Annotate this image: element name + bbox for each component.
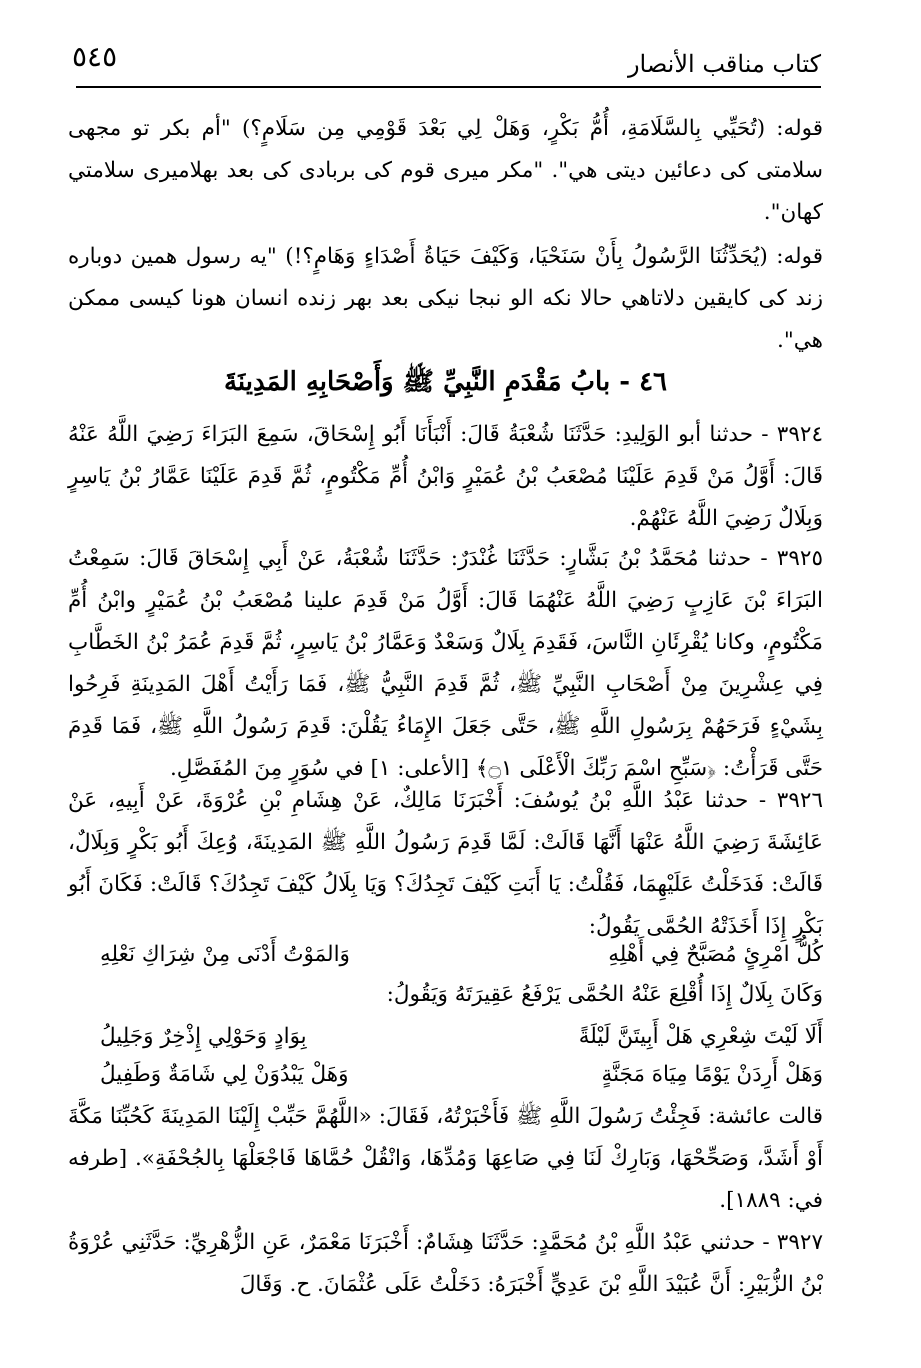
hadith-3927 xyxy=(68,1222,823,1306)
verse-line xyxy=(100,1056,823,1094)
aisha-conclusion xyxy=(68,1096,823,1222)
verse-hemistich-second: وَهَلْ يَبْدُوَنْ لِي شَامَةٌ وَطَفِيلُ xyxy=(100,1062,349,1087)
hadith-3925-text: ٣٩٢٥ - حدثنا مُحَمَّدُ بْنُ بَشَّارٍ: حَدَّثَنَا غُنْدَرٌ: حَدَّثَنَا شُعْبَةُ، عَنْ أَبِي إِسْحَاقَ قَالَ: سَمِعْتُ البَرَاءَ بْنَ عَازِبٍ رَضِيَ اللَّهُ عَنْهُمَا قَالَ: أَوَّلُ مَنْ قَدِمَ علينا مُصْعَبُ بْنُ عُمَيْرٍ وابْنُ أُمِّ مَكْتُومٍ، وكانا يُقْرِئَانِ النَّاسَ، فَقَدِمَ بِلَالٌ وَسَعْدٌ وَعَمَّارُ بْنُ يَاسِرٍ، ثُمَّ قَدِمَ عُمَرُ بْنُ الخَطَّابِ فِي عِشْرِينَ مِنْ أَصْحَابِ النَّبِيِّ ﷺ، ثُمَّ قَدِمَ النَّبِيُّ ﷺ، فَمَا رَأَيْتُ أَهْلَ المَدِينَةِ فَرِحُوا بِشَيْءٍ فَرَحَهُمْ بِرَسُولِ اللَّهِ ﷺ، حَتَّى جَعَلَ الإِمَاءُ يَقُلْنَ: قَدِمَ رَسُولُ اللَّهِ ﷺ، فَمَا قَدِمَ حَتَّى قَرَأْتُ: ﴿سَبِّحِ اسْمَ رَبِّكَ الْأَعْلَى ۝١﴾ [الأعلى: ١] في سُوَرٍ مِنَ المُفَصَّلِ. xyxy=(68,546,823,781)
verse-hemistich-first: وَهَلْ أَرِدَنْ يَوْمًا مِيَاهَ مَجَنَّةٍ xyxy=(601,1062,823,1087)
chapter-heading: ٤٦ - بابُ مَقْدَمِ النَّبِيِّ ﷺ وَأَصْحَابِهِ المَدِينَةَ xyxy=(223,367,668,397)
hadith-3927-text: ٣٩٢٧ - حدثني عَبْدُ اللَّهِ بْنُ مُحَمَّدٍ: حَدَّثَنَا هِشَامٌ: أَخْبَرَنَا مَعْمَرٌ، عَنِ الزُّهْرِيِّ: حَدَّثَنِي عُرْوَةُ بْنُ الزُّبَيْرِ: أَنَّ عُبَيْدَ اللَّهِ بْنَ عَدِيٍّ أَخْبَرَهُ: دَخَلْتُ عَلَى عُثْمَانَ. ح. وَقَالَ xyxy=(68,1230,823,1297)
aisha-conclusion-text: قالت عائشة: فَجِئْتُ رَسُولَ اللَّهِ ﷺ فَأَخْبَرْتُهُ، فَقَالَ: «اللَّهُمَّ حَبِّبْ إِلَيْنَا المَدِينَةَ كَحُبِّنَا مَكَّةَ أَوْ أَشَدَّ، وَصَحِّحْهَا، وَبَارِكْ لَنَا فِي صَاعِهَا وَمُدِّهَا، وَانْقُلْ حُمَّاهَا فَاجْعَلْهَا بِالجُحْفَةِ». [طرفه في: ١٨٨٩]. xyxy=(68,1104,823,1213)
book-title: كتاب مناقب الأنصار xyxy=(627,50,821,78)
gloss-block xyxy=(68,108,823,234)
bilal-intro xyxy=(68,974,823,1016)
verse-hemistich-first: أَلَا لَيْتَ شِعْرِي هَلْ أَبِيتَنَّ لَيْلَةً xyxy=(578,1024,823,1049)
hadith-3925 xyxy=(68,538,823,790)
poem-bilal xyxy=(100,1018,823,1094)
gloss-paragraph-2: قوله: (يُحَدِّثُنَا الرَّسُولُ بِأَنْ سَنَحْيَا، وَكَيْفَ حَيَاةُ أَصْدَاءٍ وَهَامٍ؟!) "يه رسول همين دوباره زند كى كايقين دلاتاهي حالا نكه الو نبجا نيكى بعد بهر زنده انسان هونا كيسى ممكن هي". xyxy=(68,244,823,353)
verse-line xyxy=(100,1018,823,1056)
page-header xyxy=(72,40,821,84)
gloss-paragraph-1: قوله: (تُحَيِّي بِالسَّلَامَةِ، أُمُّ بَكْرٍ، وَهَلْ لِي بَعْدَ قَوْمِي مِن سَلَامٍ؟) "أم بكر تو مجهى سلامتى كى دعائين ديتى هي". "مكر ميرى قوم كى بربادى كى بعد بهلاميرى سلامتي كهان". xyxy=(68,116,823,225)
hadith-3924-text: ٣٩٢٤ - حدثنا أبو الوَلِيدِ: حَدَّثَنَا شُعْبَةُ قَالَ: أَنْبَأَنَا أَبُو إِسْحَاقَ، سَمِعَ البَرَاءَ رَضِيَ اللَّهُ عَنْهُ قَالَ: أَوَّلُ مَنْ قَدِمَ عَلَيْنَا مُصْعَبُ بْنُ عُمَيْرٍ وَابْنُ أُمِّ مَكْتُومٍ، ثُمَّ قَدِمَ عَلَيْنَا عَمَّارُ بْنُ يَاسِرٍ وَبِلَالٌ رَضِيَ اللَّهُ عَنْهُمْ. xyxy=(68,422,823,531)
poem-abu-bakr xyxy=(100,936,823,974)
header-divider xyxy=(76,86,821,88)
hadith-3926-text: ٣٩٢٦ - حدثنا عَبْدُ اللَّهِ بْنُ يُوسُفَ: أَخْبَرَنَا مَالِكٌ، عَنْ هِشَامِ بْنِ عُرْوَةَ، عَنْ أَبِيهِ، عَنْ عَائِشَةَ رَضِيَ اللَّهُ عَنْهَا أَنَّهَا قَالَتْ: لَمَّا قَدِمَ رَسُولُ اللَّهِ ﷺ المَدِينَةَ، وُعِكَ أَبُو بَكْرٍ وَبِلَالٌ، قَالَتْ: فَدَخَلْتُ عَلَيْهِمَا، فَقُلْتُ: يَا أَبَتِ كَيْفَ تَجِدُكَ؟ وَيَا بِلَالُ كَيْفَ تَجِدُكَ؟ قَالَتْ: فَكَانَ أَبُو بَكْرٍ إِذَا أَخَذَتْهُ الحُمَّى يَقُولُ: xyxy=(68,788,823,939)
verse-line xyxy=(100,936,823,974)
page-number: ٥٤٥ xyxy=(72,40,118,73)
verse-hemistich-second: وَالمَوْتُ أَدْنَى مِنْ شِرَاكِ نَعْلِهِ xyxy=(100,942,350,967)
gloss-block-2 xyxy=(68,236,823,362)
hadith-3924 xyxy=(68,414,823,540)
hadith-3926 xyxy=(68,780,823,948)
bilal-intro-text: وَكَانَ بِلَالٌ إِذَا أُقْلِعَ عَنْهُ الحُمَّى يَرْفَعُ عَقِيرَتَهُ وَيَقُولُ: xyxy=(386,982,823,1007)
verse-hemistich-first: كُلُّ امْرِئٍ مُصَبَّحٌ فِي أَهْلِهِ xyxy=(608,942,823,967)
verse-hemistich-second: بِوَادٍ وَحَوْلِي إِذْخِرٌ وَجَلِيلُ xyxy=(100,1024,307,1049)
